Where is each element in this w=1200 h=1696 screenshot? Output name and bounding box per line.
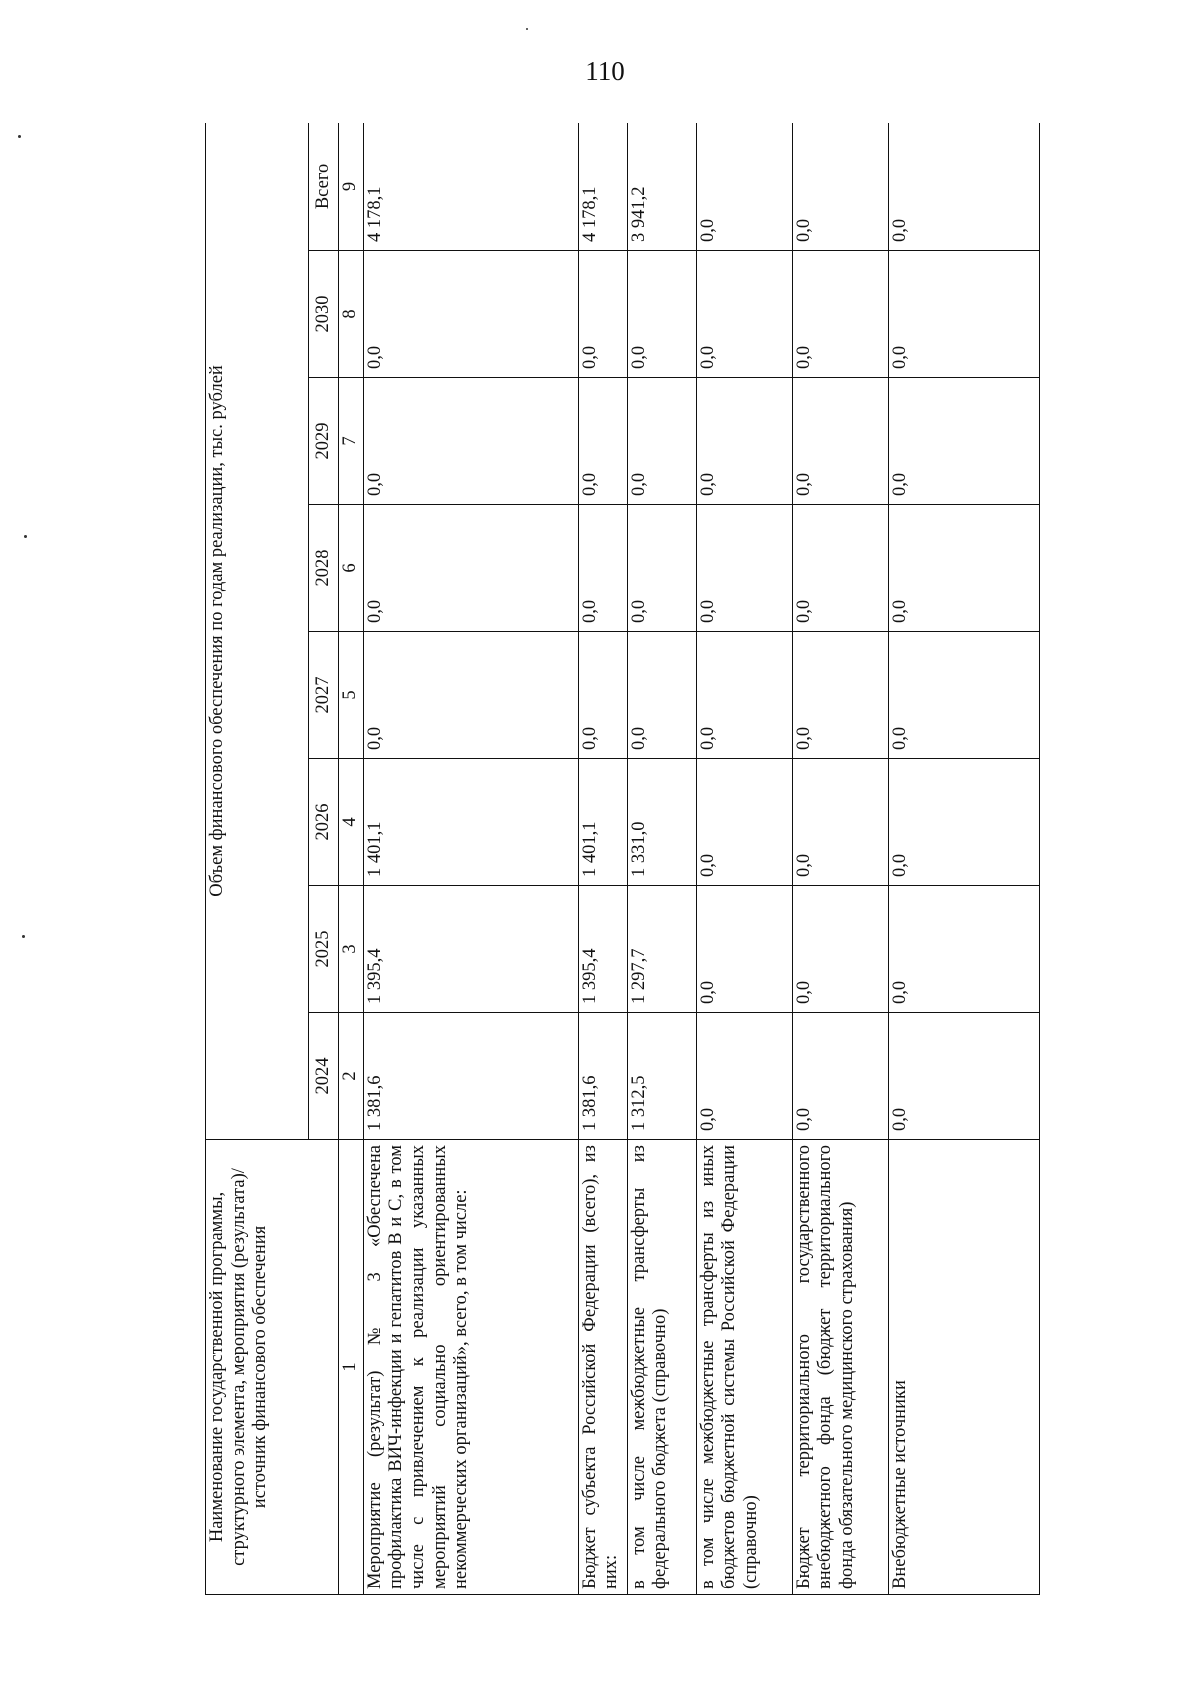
row-value-2026: 1 401,1 [363,759,578,886]
row-value-2025: 0,0 [696,886,792,1013]
row-value-2029: 0,0 [363,378,578,505]
column-number-8: 8 [339,251,364,378]
row-value-2028: 0,0 [696,505,792,632]
table-row [627,123,696,1595]
row-value-2025: 0,0 [888,886,1039,1013]
table-row [792,123,888,1595]
row-value-2029: 0,0 [627,378,696,505]
row-value-Всего: 0,0 [888,123,1039,251]
column-number-1: 1 [339,1140,364,1595]
row-value-2025: 1 297,7 [627,886,696,1013]
row-name: в том числе межбюджетные трансферты из иных бюджетов бюджетной системы Российской Федерации (справочно) [696,1140,792,1595]
header-year-3: 2027 [309,632,339,759]
financing-table [205,123,1040,1595]
row-value-2024: 1 381,6 [578,1013,627,1140]
row-value-2025: 0,0 [792,886,888,1013]
row-value-2026: 1 401,1 [578,759,627,886]
row-value-2025: 1 395,4 [578,886,627,1013]
header-row [206,123,309,1595]
row-value-Всего: 4 178,1 [363,123,578,251]
scan-speck [526,28,528,30]
row-value-2026: 0,0 [792,759,888,886]
header-year-4: 2028 [309,505,339,632]
row-value-2024: 0,0 [696,1013,792,1140]
row-value-2027: 0,0 [696,632,792,759]
row-value-2028: 0,0 [627,505,696,632]
rotated-table-container [205,123,1040,1595]
row-value-Всего: 0,0 [792,123,888,251]
row-value-2026: 0,0 [696,759,792,886]
row-value-2027: 0,0 [363,632,578,759]
row-value-2030: 0,0 [792,251,888,378]
row-value-2028: 0,0 [888,505,1039,632]
table-row [363,123,578,1595]
row-name: Бюджет территориального государственного внебюджетного фонда (бюджет территориального фонда обязательного медицинского страхования) [792,1140,888,1595]
row-value-2026: 0,0 [888,759,1039,886]
row-value-2027: 0,0 [888,632,1039,759]
rotated-table-frame [205,123,1040,1595]
page-number: 110 [585,56,625,86]
scan-speck [22,935,25,938]
scan-speck [18,135,21,138]
row-value-2024: 1 381,6 [363,1013,578,1140]
row-value-2028: 0,0 [578,505,627,632]
column-number-7: 7 [339,378,364,505]
row-value-2027: 0,0 [627,632,696,759]
row-name: Мероприятие (результат) № 3 «Обеспечена профилактика ВИЧ-инфекции и гепатитов В и С, в том числе с привлечением к реализации указанных мероприятий социально ориентированных некоммерческих организаций», всего, в том числе: [363,1140,578,1595]
table-row [888,123,1039,1595]
row-value-Всего: 0,0 [696,123,792,251]
column-number-4: 4 [339,759,364,886]
table-row [696,123,792,1595]
row-value-2026: 1 331,0 [627,759,696,886]
row-value-2030: 0,0 [578,251,627,378]
column-number-3: 3 [339,886,364,1013]
row-value-2029: 0,0 [792,378,888,505]
row-value-2025: 1 395,4 [363,886,578,1013]
header-name-column: Наименование государственной программы, структурного элемента, мероприятия (результата)/источник финансового обеспечения [206,1140,339,1595]
header-year-7: Всего [309,123,339,251]
row-value-2024: 0,0 [888,1013,1039,1140]
header-year-2: 2026 [309,759,339,886]
row-value-2029: 0,0 [696,378,792,505]
row-value-2030: 0,0 [363,251,578,378]
row-value-2030: 0,0 [888,251,1039,378]
column-number-9: 9 [339,123,364,251]
row-value-2030: 0,0 [627,251,696,378]
header-year-5: 2029 [309,378,339,505]
row-value-Всего: 3 941,2 [627,123,696,251]
row-value-2024: 0,0 [792,1013,888,1140]
scan-speck [24,535,27,538]
table-body [206,123,1040,1595]
header-year-1: 2025 [309,886,339,1013]
row-value-2028: 0,0 [363,505,578,632]
row-value-Всего: 4 178,1 [578,123,627,251]
column-number-2: 2 [339,1013,364,1140]
row-value-2030: 0,0 [696,251,792,378]
row-value-2027: 0,0 [792,632,888,759]
row-name: в том числе межбюджетные трансферты из федерального бюджета (справочно) [627,1140,696,1595]
header-year-0: 2024 [309,1013,339,1140]
row-name: Внебюджетные источники [888,1140,1039,1595]
column-number-6: 6 [339,505,364,632]
header-volume: Объем финансового обеспечения по годам реализации, тыс. рублей [206,123,309,1140]
row-name: Бюджет субъекта Российской Федерации (всего), из них: [578,1140,627,1595]
table-row [578,123,627,1595]
header-year-6: 2030 [309,251,339,378]
column-number-5: 5 [339,632,364,759]
row-value-2028: 0,0 [792,505,888,632]
row-value-2027: 0,0 [578,632,627,759]
column-numbers-row [339,123,364,1595]
row-value-2029: 0,0 [888,378,1039,505]
row-value-2024: 1 312,5 [627,1013,696,1140]
row-value-2029: 0,0 [578,378,627,505]
